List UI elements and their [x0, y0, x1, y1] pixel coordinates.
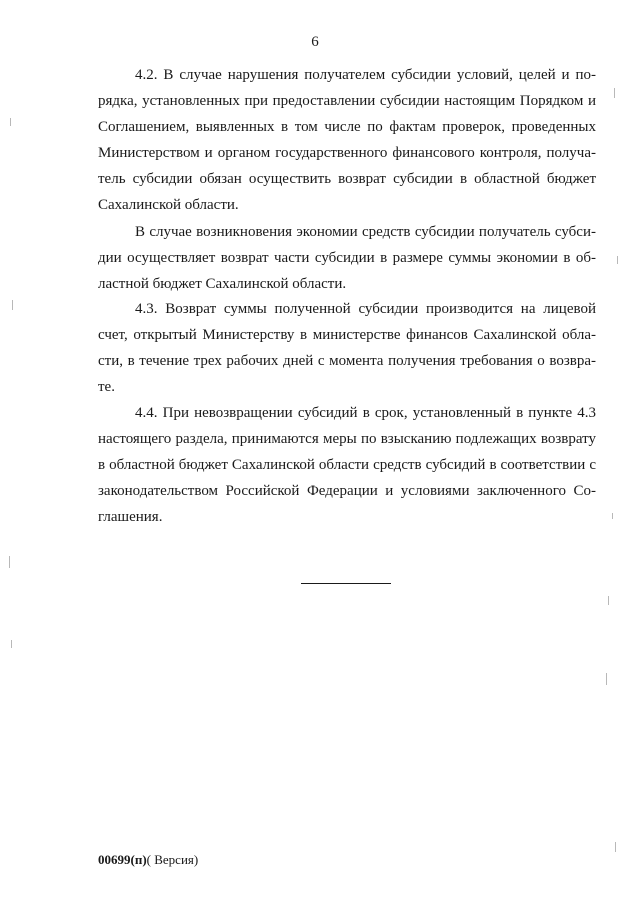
text-line: в областной бюджет Сахалинской области средств субсидий в соответствии с — [98, 457, 596, 473]
end-separator-line — [301, 583, 391, 584]
footer-document-code: 00699(п) — [98, 852, 147, 867]
text-line: настоящего раздела, принимаются меры по взысканию подлежащих возврату — [98, 431, 596, 447]
text-line: 4.3. Возврат суммы полученной субсидии производится на лицевой — [135, 301, 596, 317]
text-line: сти, в течение трех рабочих дней с момента получения требования о возвра- — [98, 353, 596, 369]
text-line: рядка, установленных при предоставлении субсидии настоящим Порядком и — [98, 93, 596, 109]
scan-speck — [606, 673, 607, 685]
text-line: те. — [98, 379, 115, 395]
scan-speck — [11, 640, 12, 648]
text-line: Сахалинской области. — [98, 197, 239, 213]
text-line: дии осуществляет возврат части субсидии в размере суммы экономии в об- — [98, 250, 596, 266]
text-line: ластной бюджет Сахалинской области. — [98, 276, 347, 292]
document-footer — [98, 852, 198, 868]
text-line: законодательством Российской Федерации и условиями заключенного Со- — [98, 483, 596, 499]
text-line: глашения. — [98, 509, 163, 525]
scan-speck — [617, 256, 618, 264]
text-line: Министерством и органом государственного финансового контроля, получа- — [98, 145, 596, 161]
text-line: тель субсидии обязан осуществить возврат субсидии в областной бюджет — [98, 171, 596, 187]
text-line: 4.2. В случае нарушения получателем субсидии условий, целей и по- — [135, 67, 596, 83]
scan-speck — [614, 88, 615, 98]
text-line: Соглашением, выявленных в том числе по фактам проверок, проведенных — [98, 119, 596, 135]
scan-speck — [10, 118, 11, 126]
scan-speck — [9, 556, 10, 568]
footer-version: ( Версия) — [146, 852, 199, 867]
text-line: В случае возникновения экономии средств субсидии получатель субси- — [135, 224, 596, 240]
scan-speck — [12, 300, 13, 310]
text-line: счет, открытый Министерству в министерстве финансов Сахалинской обла- — [98, 327, 596, 343]
page-number: 6 — [311, 34, 319, 50]
scan-speck — [615, 842, 616, 852]
text-line: 4.4. При невозвращении субсидий в срок, установленный в пункте 4.3 — [135, 405, 596, 421]
scan-speck — [608, 596, 609, 605]
scan-speck — [612, 513, 613, 519]
